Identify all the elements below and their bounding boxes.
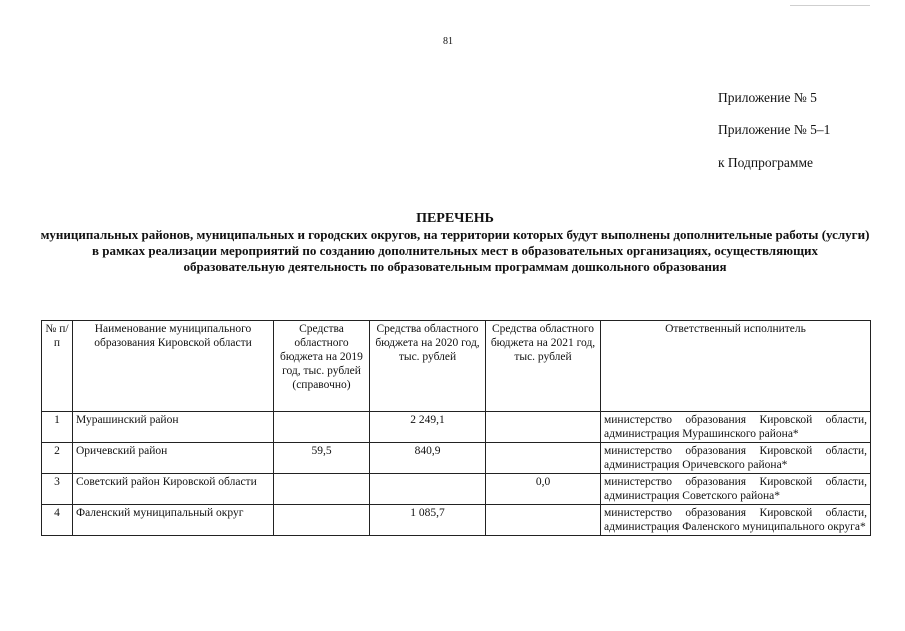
row-municipality: Советский район Кировской области (73, 474, 274, 505)
table-row (42, 474, 871, 505)
page-number: 81 (443, 36, 453, 47)
header-budget-2019: Средства областного бюджета на 2019 год, тыс. рублей (справочно) (274, 321, 370, 412)
row-budget-2020: 1 085,7 (370, 505, 486, 536)
table-row (42, 505, 871, 536)
row-number: 3 (42, 474, 73, 505)
appendix-line-1: Приложение № 5 (718, 90, 817, 105)
row-budget-2020: 2 249,1 (370, 412, 486, 443)
scan-artifact-line (790, 5, 870, 6)
header-budget-2021: Средства областного бюджета на 2021 год, тыс. рублей (486, 321, 601, 412)
header-responsible: Ответственный исполнитель (601, 321, 871, 412)
row-budget-2021: 0,0 (486, 474, 601, 505)
row-number: 2 (42, 443, 73, 474)
row-budget-2021 (486, 505, 601, 536)
row-budget-2021 (486, 412, 601, 443)
row-responsible: министерство образования Кировской области, администрация Советского района* (601, 474, 871, 505)
row-responsible: министерство образования Кировской области, администрация Оричевского района* (601, 443, 871, 474)
document-heading (40, 210, 870, 275)
row-responsible: министерство образования Кировской области, администрация Мурашинского района* (601, 412, 871, 443)
row-responsible: министерство образования Кировской области, администрация Фаленского муниципального округа* (601, 505, 871, 536)
document-title: ПЕРЕЧЕНЬ (416, 211, 494, 226)
municipal-funding-table (41, 320, 871, 536)
row-budget-2019 (274, 474, 370, 505)
row-municipality: Фаленский муниципальный округ (73, 505, 274, 536)
row-number: 1 (42, 412, 73, 443)
row-budget-2019 (274, 412, 370, 443)
appendix-line-3: к Подпрограмме (718, 155, 813, 170)
row-municipality: Оричевский район (73, 443, 274, 474)
header-municipality: Наименование муниципального образования Кировской области (73, 321, 274, 412)
row-budget-2020: 840,9 (370, 443, 486, 474)
row-budget-2019 (274, 505, 370, 536)
row-number: 4 (42, 505, 73, 536)
appendix-line-2: Приложение № 5–1 (718, 122, 831, 137)
header-number: № п/п (42, 321, 73, 412)
row-municipality: Мурашинский район (73, 412, 274, 443)
document-subtitle: муниципальных районов, муниципальных и городских округов, на территории которых будут выполнены дополнительные работы (услуги) в рамках реализации мероприятий по созданию дополнительных мест в образовательных организациях, осуществляющих образовательную деятельность по образовательным программам дошкольного образования (40, 227, 870, 274)
header-budget-2020: Средства областного бюджета на 2020 год, тыс. рублей (370, 321, 486, 412)
row-budget-2019: 59,5 (274, 443, 370, 474)
table-row (42, 412, 871, 443)
table-header-row (42, 321, 871, 412)
table-row (42, 443, 871, 474)
row-budget-2021 (486, 443, 601, 474)
row-budget-2020 (370, 474, 486, 505)
